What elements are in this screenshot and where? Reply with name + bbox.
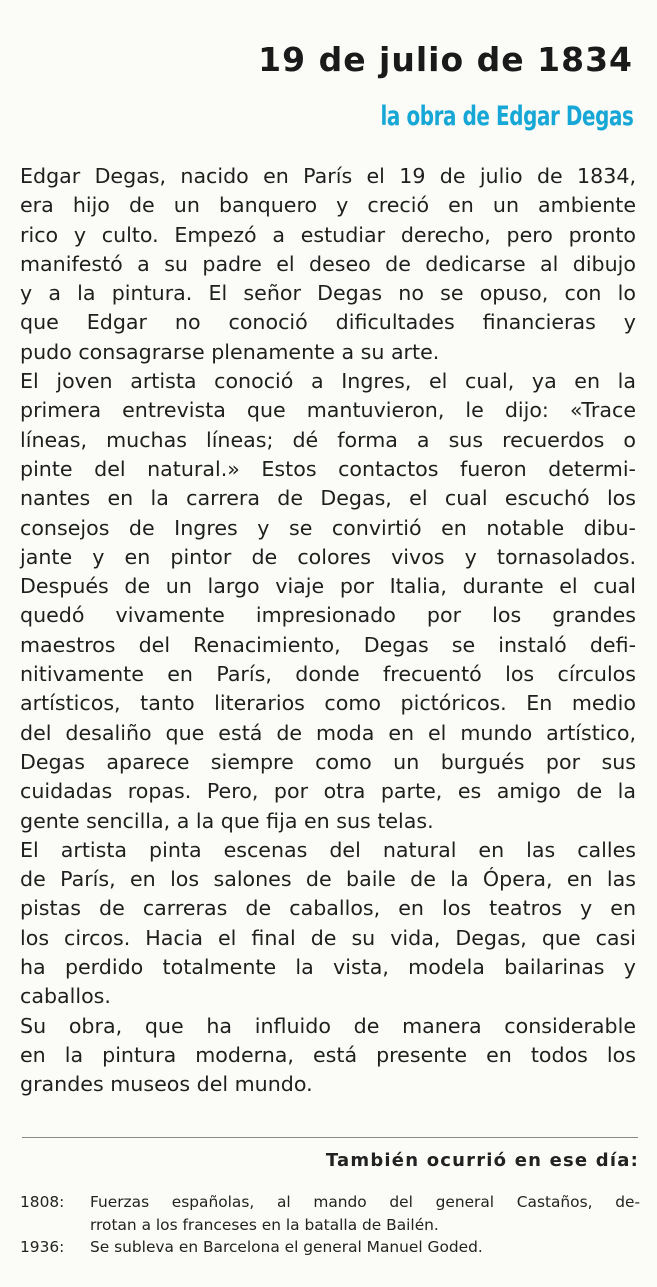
body-line: cuidadas ropas. Pero, por otra parte, es amigo de la [20,779,636,804]
events-heading: También ocurrió en ese día: [325,1150,639,1171]
article-body [20,162,636,1100]
section-divider [22,1137,638,1138]
event-year: 1936: [20,1238,65,1256]
body-line: pudo consagrarse plenamente a su arte. [20,339,440,364]
event-year: 1808: [20,1193,65,1211]
body-line: grandes museos del mundo. [20,1072,313,1097]
body-line: rico y culto. Empezó a estudiar derecho, pero pronto [20,222,636,247]
event-line: Fuerzas españolas, al mando del general Castaños, de- [90,1193,640,1211]
body-line: ha perdido totalmente la vista, modela bailarinas y [20,955,636,980]
body-line: nitivamente en París, donde frecuentó los círculos [20,662,636,687]
body-line: El joven artista conoció a Ingres, el cual, ya en la [20,369,636,394]
body-line: artísticos, tanto literarios como pictóricos. En medio [20,691,636,716]
body-line: gente sencilla, a la que fija en sus telas. [20,808,434,833]
body-line: jante y en pintor de colores vivos y tornasolados. [20,544,636,569]
body-line: maestros del Renacimiento, Degas se instaló defi- [20,632,636,657]
body-line: líneas, muchas líneas; dé forma a sus recuerdos o [20,427,636,452]
body-line: de París, en los salones de baile de la Ópera, en las [20,867,636,892]
body-line: consejos de Ingres y se convirtió en notable dibu- [20,515,636,540]
event-text [90,1191,640,1236]
body-line: que Edgar no conoció dificultades financieras y [20,310,636,335]
event-line: Se subleva en Barcelona el general Manuel Goded. [90,1238,483,1256]
body-line: nantes en la carrera de Degas, el cual escuchó los [20,486,636,511]
body-line: Edgar Degas, nacido en París el 19 de julio de 1834, [20,164,636,188]
event-text [90,1236,640,1259]
body-line: pinte del natural.» Estos contactos fueron determi- [20,456,636,481]
body-line: era hijo de un banquero y creció en un ambiente [20,193,636,218]
body-line: Degas aparece siempre como un burgués por sus [20,749,636,774]
date-title: 19 de julio de 1834 [258,40,633,79]
body-line: pistas de carreras de caballos, en los teatros y en [20,896,636,921]
event-item [20,1236,640,1259]
body-line: El artista pinta escenas del natural en las calles [20,837,636,862]
body-line: primera entrevista que mantuvieron, le dijo: «Trace [20,398,636,423]
article-subtitle: la obra de Edgar Degas [380,101,633,132]
body-line: caballos. [20,984,111,1009]
body-line: manifestó a su padre el deseo de dedicarse al dibujo [20,251,636,276]
body-line: del desaliño que está de moda en el mundo artístico, [20,720,636,745]
body-line: Su obra, que ha influido de manera considerable [20,1013,636,1038]
events-list [20,1191,640,1259]
body-line: quedó vivamente impresionado por los grandes [20,603,636,628]
body-line: en la pintura moderna, está presente en todos los [20,1042,636,1067]
body-line: y a la pintura. El señor Degas no se opuso, con lo [20,281,636,306]
event-line: rrotan a los franceses en la batalla de Bailén. [90,1215,439,1234]
body-line: Después de un largo viaje por Italia, durante el cual [20,574,636,599]
event-item [20,1191,640,1236]
body-line: los circos. Hacia el final de su vida, Degas, que casi [20,925,636,950]
